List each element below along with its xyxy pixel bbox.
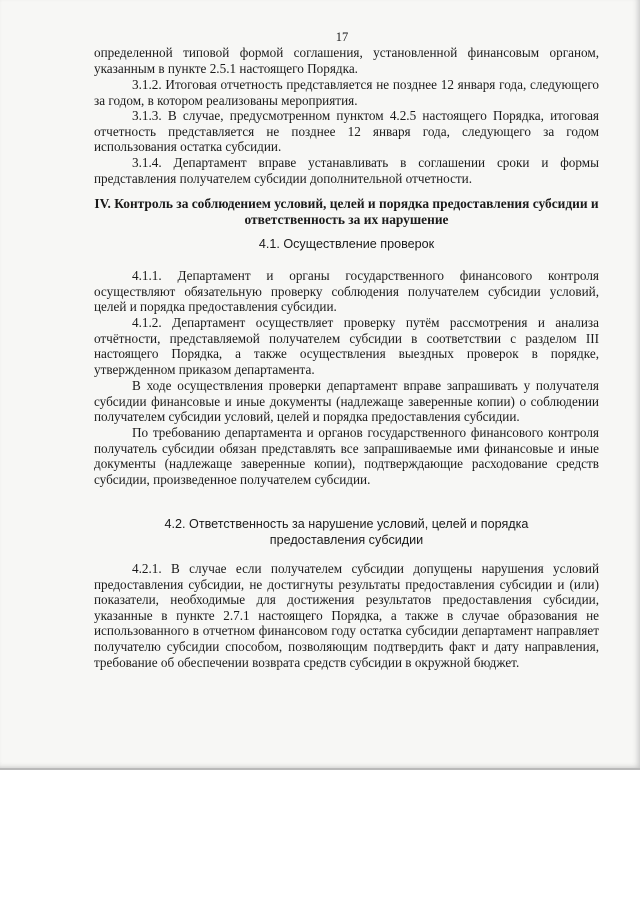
paragraph-3-1-3: 3.1.3. В случае, предусмотренном пунктом 4.2.5 настоящего Порядка, итоговая отчетность представляется не позднее 12 января года, следующего за годом использования остатка субсидии. bbox=[94, 108, 599, 155]
subsection-4-2-heading bbox=[94, 517, 599, 548]
paragraph-3-1-4: 3.1.4. Департамент вправе устанавливать в соглашении сроки и формы представления получателем субсидии дополнительной отчетности. bbox=[94, 155, 599, 186]
paragraph-4-1-1: 4.1.1. Департамент и органы государственного финансового контроля осуществляют обязательную проверку соблюдения получателем субсидии условий, целей и порядка предоставления субсидии. bbox=[94, 268, 599, 315]
paragraph-3-1-2: 3.1.2. Итоговая отчетность представляется не позднее 12 января года, следующего за годом, в котором реализованы мероприятия. bbox=[94, 77, 599, 108]
paragraph-4-2-1: 4.2.1. В случае если получателем субсидии допущены нарушения условий предоставления субсидии, не достигнуты результаты предоставления субсидии и (или) показатели, необходимые для достижения результатов предоставления субсидии, указанные в пункте 2.7.1 настоящего Порядка, а также в случае образования не использованного в отчетном финансовом году остатка субсидии департамент направляет получателю субсидии способом, позволяющим подтвердить факт и дату направления, требование об обеспечении возврата средств субсидии в окружной бюджет. bbox=[94, 561, 599, 670]
subsection-4-2-heading-line2: предоставления субсидии bbox=[269, 532, 424, 547]
subsection-4-2-heading-line1: 4.2. Ответственность за нарушение условий, целей и порядка bbox=[164, 517, 529, 531]
page-number: 17 bbox=[335, 30, 349, 44]
section-iv-heading: IV. Контроль за соблюдением условий, целей и порядка предоставления субсидии и ответственность за их нарушение bbox=[94, 196, 599, 227]
paragraph-request-documents: В ходе осуществления проверки департамент вправе запрашивать у получателя субсидии финансовые и иные документы (надлежаще заверенные копии) о соблюдении получателем субсидии условий, целей и порядка предоставления субсидии. bbox=[94, 378, 599, 425]
paragraph-continuation: определенной типовой формой соглашения, установленной финансовым органом, указанным в пункте 2.5.1 настоящего Порядка. bbox=[94, 45, 599, 76]
paragraph-control-request: По требованию департамента и органов государственного финансового контроля получатель субсидии обязан представлять все запрашиваемые ими финансовые и иные документы (надлежаще заверенные копии), подтверждающие расходование средств субсидии, произведенное получателем субсидии. bbox=[94, 425, 599, 487]
subsection-4-1-heading: 4.1. Осуществление проверок bbox=[258, 237, 435, 251]
paragraph-4-1-2: 4.1.2. Департамент осуществляет проверку путём рассмотрения и анализа отчётности, представляемой получателем субсидии в соответствии с разделом III настоящего Порядка, а также осуществления выездных проверок в порядке, утвержденном приказом департамента. bbox=[94, 315, 599, 377]
